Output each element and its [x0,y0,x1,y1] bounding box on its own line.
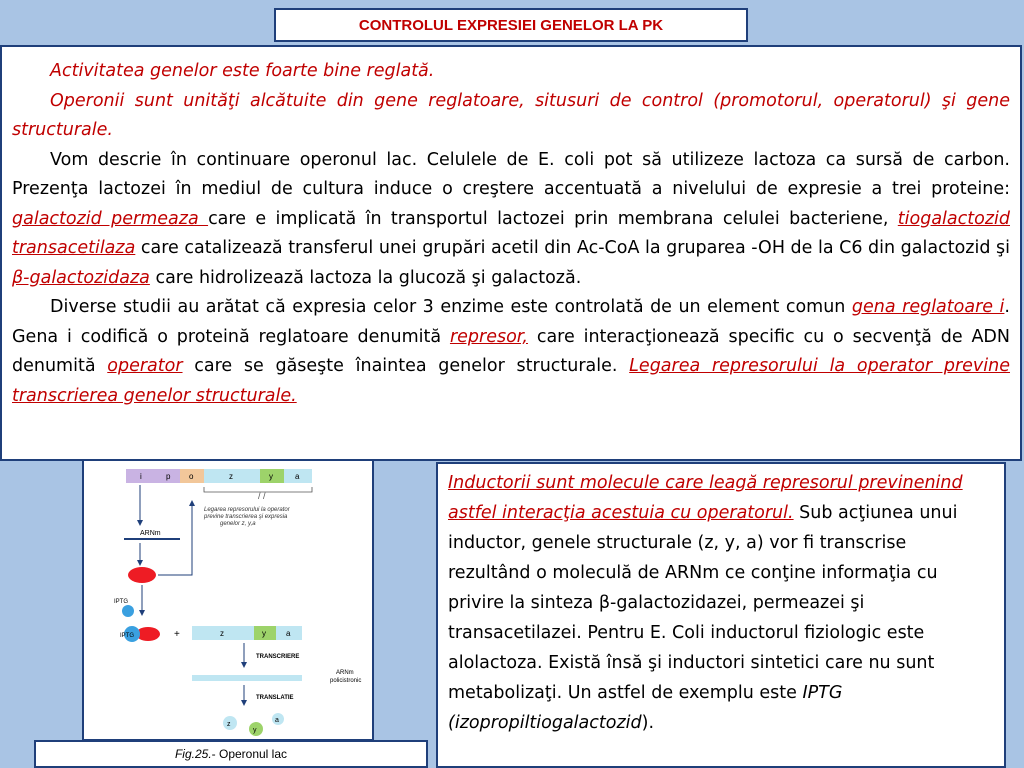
slide-title-box [274,8,748,42]
main-text-box [0,45,1022,461]
structural-label-y: y [262,629,266,638]
slide-title: CONTROLUL EXPRESIEI GENELOR LA PK [358,16,664,34]
term-tiogalactozid-transacetilaza: tiogalactozid transacetilaza [12,208,1010,258]
protein-a-label: a [275,717,279,724]
intro-line-1: Activitatea genelor este foarte bine reglată. [50,61,435,81]
gene-label-a: a [295,472,300,481]
iptg-bound-label: IPTG [120,633,135,639]
p1-text-4: care hidrolizează lactoza la glucoză şi galactoză. [149,267,582,288]
structural-label-a: a [286,629,291,638]
p1-text-1: Vom descrie în continuare operonul lac. Celulele de E. coli pot să utilizeze lactoza ca sursă de carbon. Prezenţa lactozei în mediul de cultura induce o creştere accentuată a nivelului de expresie a trei proteine: [12,149,1010,199]
p2-text-2: . Gena i codifică o proteină reglatoare denumită [12,297,1010,347]
figure-note-3: genelor z, y,a [220,521,256,527]
iptg-term: IPTG (izopropiltiogalactozid [448,683,843,733]
polycistronic-mrna [192,675,302,681]
term-operator: operator [107,356,183,376]
protein-z-label: z [227,721,231,728]
structural-label-z: z [220,629,224,638]
inductor-paragraph [448,468,992,738]
operon-diagram [84,461,372,739]
figure-caption [34,740,428,768]
arnm-label: ARNm [140,530,161,537]
term-galactozid-permeaza: galactozid permeaza [12,208,209,229]
p1-text-2: care e implicată în transportul lactozei prin membrana celulei bacteriene, [208,208,898,229]
figure-note-2: previne transcrierea şi expresia [204,514,288,520]
p2-text-1: Diverse studii au arătat că expresia celor 3 enzime este controlată de un element comun [50,297,852,317]
gene-label-p: p [166,472,171,481]
arnm-poly-label-1: ARNm [336,670,354,676]
gene-label-y: y [269,472,273,481]
operon-figure [82,459,374,741]
p2-text-3: care interacţionează specific cu o secvenţă de ADN denumită [12,326,1010,376]
p2-text-4: care se găseşte înaintea genelor structurale. [182,356,630,376]
p1-text-3: care catalizează transferul unei grupări acetil din Ac-CoA la gruparea -OH de la C6 din galactozid şi [135,238,1010,258]
term-represor: represor, [449,326,528,347]
translatie-label: TRANSLATIE [256,695,294,701]
inductor-text-1: Sub acţiunea unui inductor, genele structurale (z, y, a) vor fi transcrise rezultând o moleculă de ARNm ce conţine informaţia cu privire la sinteza β-galactozidazei, permeazei şi transacetilazei. Pentru E. Coli inductorul fiziologic este alolactoza. Există însă şi inductori sintetici care nu sunt metabolizaţi. Un astfel de exemplu este [448,503,958,703]
repressor-protein [128,567,156,583]
gene-label-z: z [229,472,233,481]
figure-note-1: Legarea represorului la operator [204,507,290,513]
inductor-text-2: ). [641,713,655,733]
break-mark: / / [258,491,266,501]
term-legarea-represorului: Legarea represorului la operator previne transcrierea genelor structurale. [12,356,1010,406]
inductor-text-box [436,462,1006,768]
caption-fig-number: Fig.25. [174,747,212,761]
transcriere-label: TRANSCRIERE [256,654,300,660]
paragraph-lac-operon [12,146,1010,294]
inductor-highlight: Inductorii sunt molecule care leagă represorul previnenind astfel interacţia acestuia cu operatorul. [448,473,963,523]
protein-y-label: y [253,727,257,734]
term-beta-galactozidaza: β-galactozidaza [12,267,150,288]
caption-text: - Operonul lac [211,747,288,761]
gene-label-i: i [140,472,142,481]
intro-line-2: Operonii sunt unităţi alcătuite din gene reglatoare, situsuri de control (promotorul, operatorul) şi gene structurale. [12,90,1010,140]
term-gena-reglatoare: gena reglatoare i [851,297,1005,317]
iptg-molecule [122,605,134,617]
gene-label-o: o [189,472,194,481]
plus-sign: + [174,629,180,640]
arnm-poly-label-2: policistronic [330,678,362,684]
paragraph-regulation [12,293,1010,411]
iptg-label: IPTG [114,599,129,605]
gene-i [126,469,158,483]
